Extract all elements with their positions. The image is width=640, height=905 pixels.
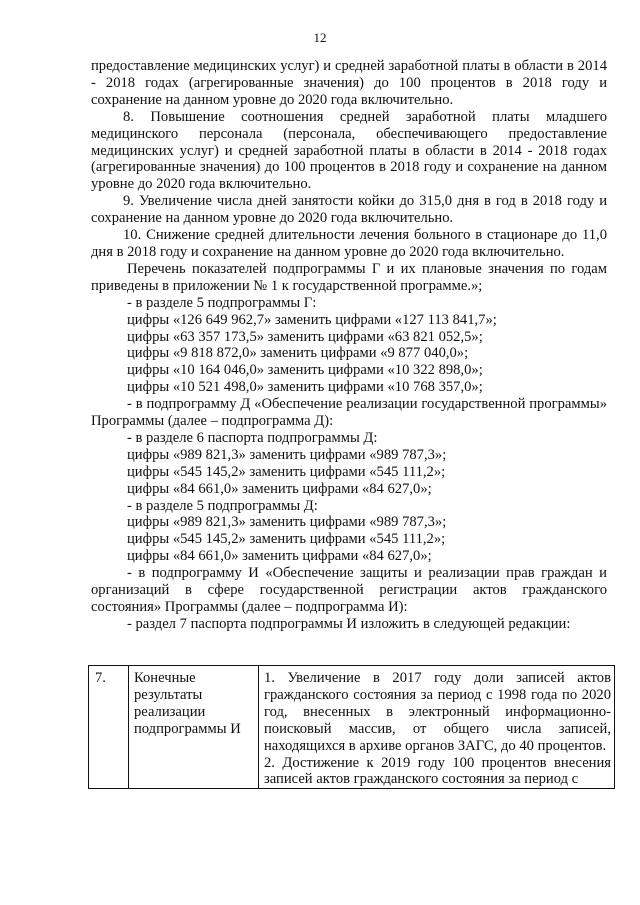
list-item: цифры «126 649 962,7» заменить цифрами «127 113 841,7»; bbox=[127, 311, 497, 328]
paragraph: 9. Увеличение числа дней занятости койки до 315,0 дня в год в 2018 году и сохранение на данном уровне до 2020 года включительно. bbox=[91, 193, 607, 227]
result-item: 2. Достижение к 2019 году 100 процентов внесения записей актов гражданского состояния за период с bbox=[264, 754, 611, 788]
result-item: 1. Увеличение в 2017 году доли записей актов гражданского состояния за период с 1998 года по 2020 год, внесенных в электронный информационно-поисковый массив, от общего числа записей, находящихся в архиве органов ЗАГС, до 40 процентов. bbox=[264, 670, 611, 754]
list-item: цифры «989 821,3» заменить цифрами «989 787,3»; bbox=[127, 446, 447, 463]
results-cell bbox=[259, 666, 615, 789]
row-number-cell: 7. bbox=[89, 666, 129, 789]
list-item: цифры «545 145,2» заменить цифрами «545 111,2»; bbox=[127, 531, 446, 548]
paragraph: 10. Снижение средней длительности лечения больного в стационаре до 11,0 дня в 2018 году и сохранение на данном уровне до 2020 года включительно. bbox=[91, 227, 607, 260]
paragraph: - в подпрограмму Д «Обеспечение реализации государственной программы» Программы (далее – подпрограмма Д): bbox=[91, 396, 607, 430]
paragraph: 8. Повышение соотношения средней заработной платы младшего медицинского персонала (персонала, обеспечивающего предоставление медицинских услуг) и средней заработной платы в области в 2014 - 2018 годах (агрегированные значения) до 100 процентов в 2018 году и сохранение на данном уровне до 2020 года включительно. bbox=[91, 108, 607, 193]
list-item: - в разделе 5 подпрограммы Г: bbox=[127, 294, 317, 311]
list-item: - раздел 7 паспорта подпрограммы И изложить в следующей редакции: bbox=[127, 615, 571, 632]
paragraph: предоставление медицинских услуг) и средней заработной платы в области в 2014 - 2018 годах (агрегированные значения) до 100 процентов в 2018 году и сохранение на данном уровне до 2020 года включительно. bbox=[91, 58, 607, 108]
paragraph: Перечень показателей подпрограммы Г и их плановые значения по годам приведены в приложении № 1 к государственной программе.»; bbox=[91, 260, 607, 294]
passport-table bbox=[88, 665, 615, 789]
list-item: цифры «84 661,0» заменить цифрами «84 627,0»; bbox=[127, 548, 432, 565]
list-item: цифры «989 821,3» заменить цифрами «989 787,3»; bbox=[127, 514, 447, 531]
paragraph: - в подпрограмму И «Обеспечение защиты и реализации прав граждан и организаций в сфере государственной регистрации актов гражданского состояния» Программы (далее – подпрограмма И): bbox=[91, 565, 607, 615]
list-item: цифры «63 357 173,5» заменить цифрами «63 821 052,5»; bbox=[127, 328, 483, 345]
list-item: - в разделе 5 подпрограммы Д: bbox=[127, 497, 318, 514]
document-body bbox=[91, 58, 607, 633]
list-item: цифры «10 164 046,0» заменить цифрами «10 322 898,0»; bbox=[127, 362, 483, 379]
list-item: - в разделе 6 паспорта подпрограммы Д: bbox=[127, 429, 378, 446]
table-row bbox=[89, 666, 615, 789]
list-item: цифры «84 661,0» заменить цифрами «84 627,0»; bbox=[127, 480, 432, 497]
label-cell: Конечные результаты реализации подпрограммы И bbox=[129, 666, 259, 789]
page-number: 12 bbox=[313, 30, 327, 45]
list-item: цифры «10 521 498,0» заменить цифрами «10 768 357,0»; bbox=[127, 379, 483, 396]
list-item: цифры «545 145,2» заменить цифрами «545 111,2»; bbox=[127, 463, 446, 480]
list-item: цифры «9 818 872,0» заменить цифрами «9 877 040,0»; bbox=[127, 345, 469, 362]
